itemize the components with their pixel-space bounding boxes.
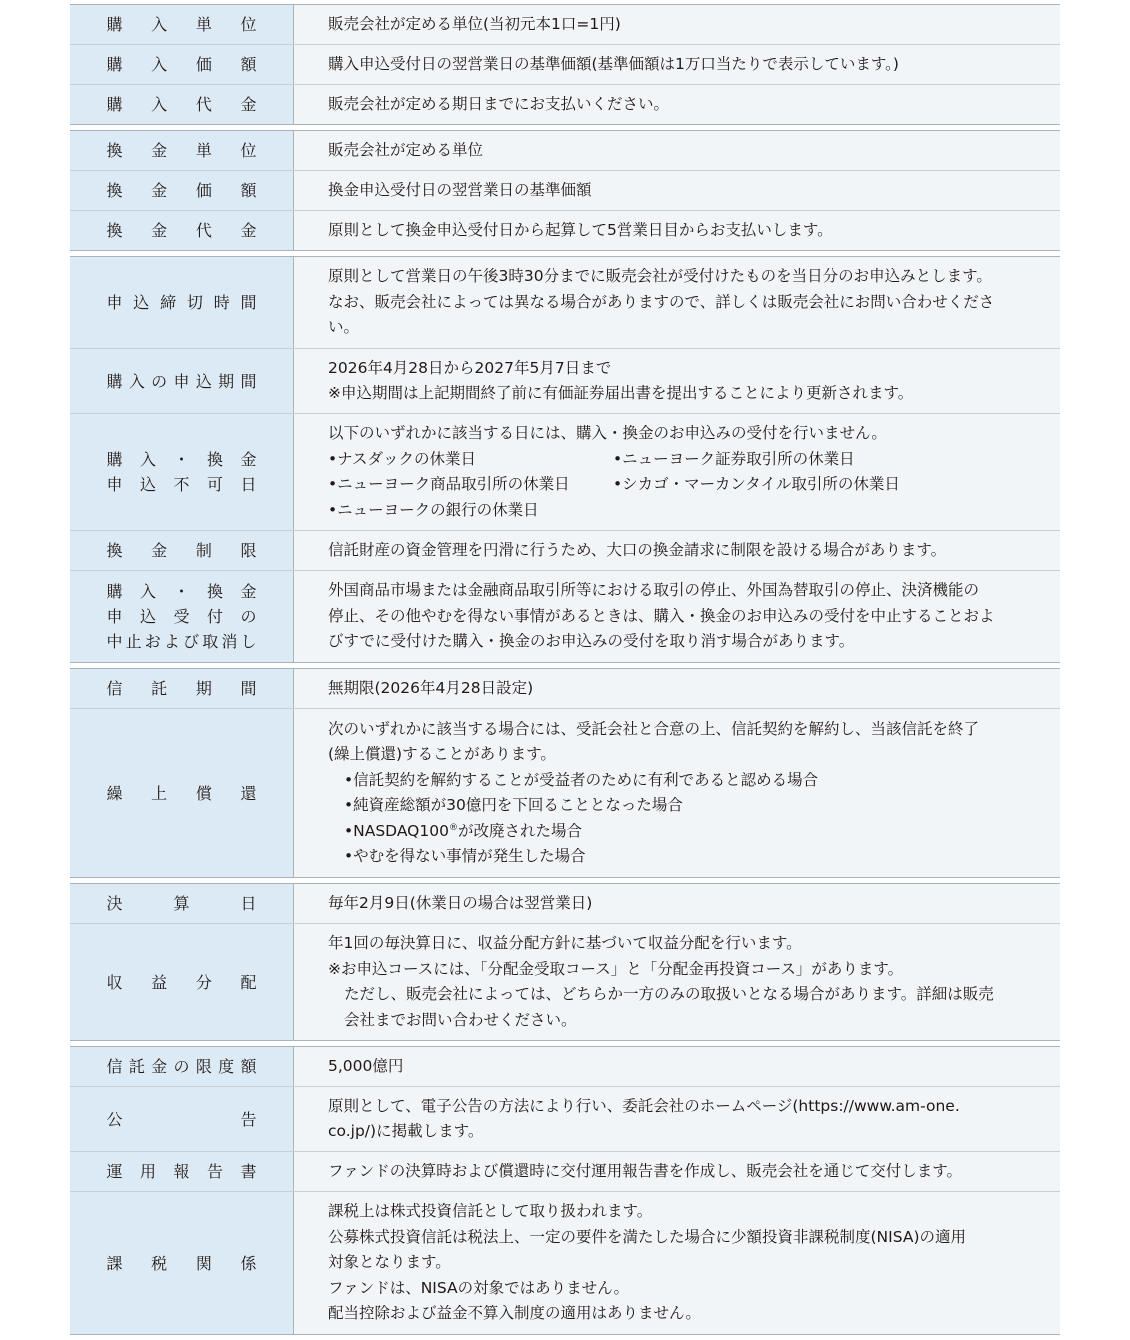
row-label-text: 換 金 代 金	[106, 221, 257, 240]
table-row	[70, 257, 1060, 349]
row-label-text: 課 税 関 係	[106, 1253, 257, 1273]
table-row	[70, 924, 1060, 1040]
value-line: 無期限(2026年4月28日設定)	[328, 678, 534, 697]
row-label	[70, 669, 294, 708]
row-value	[294, 1047, 1060, 1086]
value-line: 停止、その他やむを得ない事情があるときは、購入・換金のお申込みの受付を中止することおよ	[328, 606, 995, 625]
row-label-text: 購 入 の 申 込 期 間	[106, 371, 257, 391]
table-row	[70, 669, 1060, 709]
value-line: 課税上は株式投資信託として取り扱われます。	[328, 1202, 653, 1221]
row-label-text: 繰 上 償 還	[106, 783, 257, 803]
row-label-text: 換 金 価 額	[106, 181, 257, 200]
row-value	[294, 414, 1060, 530]
table-section	[70, 4, 1060, 125]
note-line: 会社までお問い合わせください。	[344, 1010, 577, 1029]
row-label-text: 換 金 単 位	[106, 141, 257, 160]
table-section	[70, 883, 1060, 1041]
table-row	[70, 5, 1060, 45]
note-line: ただし、販売会社によっては、どちらか一方のみの取扱いとなる場合があります。詳細は販売	[344, 985, 994, 1003]
row-label-text: 購 入 単 位	[106, 15, 257, 34]
value-line: ファンドの決算時および償還時に交付運用報告書を作成し、販売会社を通じて交付します。	[328, 1161, 962, 1180]
row-label	[70, 5, 294, 44]
row-value	[294, 924, 1060, 1040]
value-line: ※お申込コースには、「分配金受取コース」と「分配金再投資コース」があります。	[328, 959, 904, 978]
row-label-text: 申 込 締 切 時 間	[106, 293, 257, 312]
row-label	[70, 1152, 294, 1191]
value-line: 原則として営業日の午後3時30分までに販売会社が受付けたものを当日分のお申込みとします。	[328, 267, 992, 286]
table-row	[70, 85, 1060, 124]
bullet-item: •ニューヨーク商品取引所の休業日	[328, 475, 570, 493]
row-label-text: 信 託 金 の 限 度 額	[106, 1057, 257, 1076]
row-label-text: 信 託 期 間	[106, 679, 257, 698]
row-value	[294, 45, 1060, 84]
value-line: 毎年2月9日(休業日の場合は翌営業日)	[328, 893, 593, 912]
row-value	[294, 884, 1060, 923]
row-label	[70, 349, 294, 413]
value-line: 外国商品市場または金融商品取引所等における取引の停止、外国為替取引の停止、決済機能の	[328, 581, 980, 600]
table-row	[70, 1047, 1060, 1087]
value-line: co.jp/)に掲載します。	[328, 1122, 484, 1140]
row-label	[70, 709, 294, 877]
value-line: 原則として、電子公告の方法により行い、委託会社のホームページ(https://www.am-one.	[328, 1096, 960, 1115]
table-row	[70, 349, 1060, 414]
row-label	[70, 45, 294, 84]
table-row	[70, 131, 1060, 171]
row-label-text: 換 金 制 限	[106, 541, 257, 560]
row-label-text: 決 算 日	[106, 894, 257, 913]
value-line: 公募株式投資信託は税法上、一定の要件を満たした場合に少額投資非課税制度(NISA)の適用	[328, 1227, 966, 1246]
row-label-text: 申 込 受 付 の	[106, 607, 257, 626]
table-row	[70, 45, 1060, 85]
value-line: びすでに受付けた購入・換金のお申込みの受付を取り消す場合があります。	[328, 632, 855, 651]
bullet-columns	[328, 472, 1046, 498]
value-line: 販売会社が定める期日までにお支払いください。	[328, 94, 670, 113]
value-line: 販売会社が定める単位(当初元本1口=1円)	[328, 14, 621, 33]
row-value	[294, 531, 1060, 570]
row-label	[70, 211, 294, 250]
row-label	[70, 85, 294, 124]
value-line: (繰上償還)することがあります。	[328, 745, 556, 763]
value-line: 販売会社が定める単位	[328, 140, 484, 159]
row-label	[70, 1047, 294, 1086]
row-label	[70, 1192, 294, 1334]
bullet-item: •シカゴ・マーカンタイル取引所の休業日	[613, 475, 900, 493]
table-row	[70, 571, 1060, 662]
row-value	[294, 571, 1060, 662]
value-line: ファンドは、NISAの対象ではありません。	[328, 1278, 630, 1297]
table-row	[70, 1152, 1060, 1192]
row-label-text: 中 止 お よ び 取 消 し	[106, 632, 257, 651]
row-label	[70, 531, 294, 570]
table-section	[70, 1046, 1060, 1335]
row-label	[70, 414, 294, 530]
table-row	[70, 709, 1060, 877]
row-label-text: 購 入 代 金	[106, 95, 257, 114]
row-value	[294, 1152, 1060, 1191]
value-line: 配当控除および益金不算入制度の適用はありません。	[328, 1304, 701, 1323]
row-label-text: 購 入 価 額	[106, 55, 257, 74]
bullet-columns	[328, 447, 1046, 473]
row-label	[70, 257, 294, 348]
registered-mark: ®	[448, 822, 458, 833]
table-section	[70, 256, 1060, 663]
row-label-text: 公 告	[106, 1109, 257, 1129]
row-value	[294, 211, 1060, 250]
table-section	[70, 668, 1060, 878]
row-label-text: 運 用 報 告 書	[106, 1162, 257, 1181]
row-value	[294, 5, 1060, 44]
row-label	[70, 924, 294, 1040]
row-label-text: 購 入 ・ 換 金	[106, 582, 257, 601]
row-label	[70, 1087, 294, 1151]
bullet-item-tail: が改廃された場合	[457, 821, 582, 840]
value-line: 次のいずれかに該当する場合には、受託会社と合意の上、信託契約を解約し、当該信託を終了	[328, 719, 980, 738]
table-row	[70, 1192, 1060, 1334]
row-label-text: 収 益 分 配	[106, 972, 257, 992]
row-label	[70, 884, 294, 923]
table-row	[70, 1087, 1060, 1152]
row-label	[70, 171, 294, 210]
value-line: ※申込期間は上記期間終了前に有価証券届出書を提出することにより更新されます。	[328, 384, 914, 402]
value-line: 換金申込受付日の翌営業日の基準価額	[328, 180, 592, 199]
row-value	[294, 1192, 1060, 1334]
row-value	[294, 171, 1060, 210]
value-line: 購入申込受付日の翌営業日の基準価額(基準価額は1万口当たりで表示しています。)	[328, 54, 899, 73]
bullet-item: •ニューヨークの銀行の休業日	[328, 500, 539, 519]
value-line: なお、販売会社によっては異なる場合がありますので、詳しくは販売会社にお問い合わせくださ	[328, 292, 995, 311]
bullet-item: •NASDAQ100®が改廃された場合	[344, 821, 582, 840]
bullet-item: •信託契約を解約することが受益者のために有利であると認める場合	[344, 770, 819, 789]
table-row	[70, 171, 1060, 211]
table-row	[70, 531, 1060, 571]
bullet-columns	[328, 498, 1046, 524]
row-value	[294, 709, 1060, 877]
table-row	[70, 884, 1060, 924]
row-label-text: 購 入 ・ 換 金	[106, 450, 257, 469]
row-value	[294, 131, 1060, 170]
fund-info-table	[70, 4, 1060, 1340]
row-label-text: 申 込 不 可 日	[106, 475, 257, 494]
row-value	[294, 85, 1060, 124]
table-section	[70, 130, 1060, 251]
row-label	[70, 571, 294, 662]
row-value	[294, 669, 1060, 708]
table-row	[70, 211, 1060, 250]
value-line: 年1回の毎決算日に、収益分配方針に基づいて収益分配を行います。	[328, 934, 802, 952]
bullet-item: •やむを得ない事情が発生した場合	[344, 847, 586, 865]
value-line: 2026年4月28日から2027年5月7日まで	[328, 358, 612, 377]
value-line: 5,000億円	[328, 1056, 404, 1075]
value-line: 対象となります。	[328, 1253, 451, 1272]
row-label	[70, 131, 294, 170]
bullet-item: •ナスダックの休業日	[328, 449, 477, 468]
table-row	[70, 414, 1060, 531]
value-line: 原則として換金申込受付日から起算して5営業日目からお支払いします。	[328, 220, 833, 239]
row-value	[294, 1087, 1060, 1151]
row-value	[294, 349, 1060, 413]
bullet-item: •ニューヨーク証券取引所の休業日	[613, 449, 855, 468]
value-line: 信託財産の資金管理を円滑に行うため、大口の換金請求に制限を設ける場合があります。	[328, 540, 947, 559]
value-line: い。	[328, 318, 360, 337]
bullet-item: •純資産総額が30億円を下回ることとなった場合	[344, 796, 683, 814]
row-value	[294, 257, 1060, 348]
value-line: 以下のいずれかに該当する日には、購入・換金のお申込みの受付を行いません。	[328, 424, 887, 442]
